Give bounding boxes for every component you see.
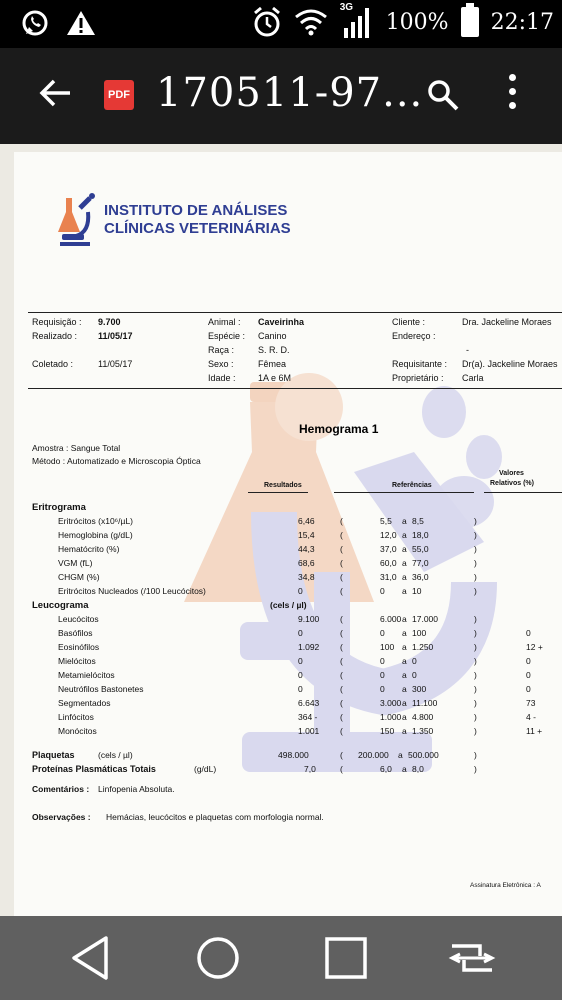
plaquetas-max: 500.000 [408, 750, 439, 760]
requisitante-value: Dr(a). Jackeline Moraes [462, 359, 558, 369]
relative-value: 0 [526, 684, 531, 694]
pdf-page [14, 152, 562, 916]
test-name: Eritrócitos Nucleados (/100 Leucócitos) [58, 586, 206, 596]
raca-value: S. R. D. [258, 345, 290, 355]
ref-min: 37,0 [380, 544, 397, 554]
amostra-text: Amostra : Sangue Total [32, 443, 121, 453]
ref-max: 0 [412, 656, 417, 666]
bracket: ) [474, 698, 477, 708]
bracket: ) [474, 656, 477, 666]
relative-value: 0 [526, 656, 531, 666]
test-result: 364 - [298, 712, 318, 722]
ref-min: 0 [380, 670, 385, 680]
alarm-icon [252, 6, 282, 38]
bracket: a [402, 614, 407, 624]
ref-min: 5,5 [380, 516, 392, 526]
nav-recents-button[interactable] [322, 934, 370, 987]
bracket: ) [474, 628, 477, 638]
arrow-back-icon [38, 78, 72, 108]
cliente-label: Cliente : [392, 317, 426, 327]
endereco-label: Endereço : [392, 331, 436, 341]
ref-min: 0 [380, 656, 385, 666]
metodo-text: Método : Automatizado e Microscopia Óptica [32, 456, 201, 466]
proteinas-result: 7,0 [304, 764, 316, 774]
bracket: a [402, 558, 407, 568]
navigation-bar [0, 916, 562, 1000]
bracket: ( [340, 530, 343, 540]
col-rule-3 [484, 492, 562, 493]
test-result: 0 [298, 670, 303, 680]
bracket: ) [474, 572, 477, 582]
logo-line-1: INSTITUTO DE ANÁLISES [104, 202, 288, 219]
idade-label: Idade : [208, 373, 236, 383]
nav-home-button[interactable] [194, 934, 242, 987]
institute-logo [56, 192, 291, 248]
bracket: ( [340, 558, 343, 568]
test-name: Linfócitos [58, 712, 94, 722]
clock: 22:17 [490, 9, 554, 35]
search-icon [426, 78, 460, 112]
ref-max: 1.350 [412, 726, 434, 736]
ref-max: 55,0 [412, 544, 429, 554]
bracket: ) [474, 670, 477, 680]
test-result: 0 [298, 586, 303, 596]
req-value: 9.700 [98, 317, 121, 327]
report-title: Hemograma 1 [299, 422, 379, 436]
relative-value: 4 - [526, 712, 536, 722]
col-rule-1 [248, 492, 308, 493]
status-bar [0, 0, 562, 48]
nav-switch-button[interactable] [446, 934, 498, 987]
bracket: a [402, 642, 407, 652]
endereco-value: - [466, 345, 469, 355]
bracket: a [402, 684, 407, 694]
bracket: ( [340, 642, 343, 652]
bracket: ( [340, 698, 343, 708]
table-row [28, 670, 562, 684]
bracket: ( [340, 572, 343, 582]
idade-value: 1A e 6M [258, 373, 292, 383]
observacoes-label: Observações : [32, 812, 91, 822]
table-row [28, 712, 562, 726]
proteinas-name: Proteínas Plasmáticas Totais [32, 764, 156, 774]
bracket: a [402, 656, 407, 666]
test-name: Basófilos [58, 628, 93, 638]
bracket: ) [474, 558, 477, 568]
proprietario-label: Proprietário : [392, 373, 444, 383]
proteinas-unit: (g/dL) [194, 764, 217, 774]
ref-max: 17.000 [412, 614, 438, 624]
table-row [28, 628, 562, 642]
comentarios-text: Linfopenia Absoluta. [98, 784, 175, 794]
test-result: 9.100 [298, 614, 320, 624]
bracket: ( [340, 670, 343, 680]
ref-min: 0 [380, 628, 385, 638]
pdf-badge-label: PDF [108, 89, 130, 101]
test-name: Eosinófilos [58, 642, 100, 652]
flask-microscope-logo-icon [56, 192, 96, 248]
bracket: a [402, 530, 407, 540]
bracket: a [402, 544, 407, 554]
test-result: 15,4 [298, 530, 315, 540]
ref-max: 1.250 [412, 642, 434, 652]
test-name: Leucócitos [58, 614, 99, 624]
test-result: 0 [298, 684, 303, 694]
cell-signal-icon [339, 2, 374, 38]
pdf-file-icon [104, 80, 134, 110]
test-result: 6.643 [298, 698, 320, 708]
cliente-value: Dra. Jackeline Moraes [462, 317, 552, 327]
ref-min: 150 [380, 726, 395, 736]
comentarios-label: Comentários : [32, 784, 90, 794]
search-button[interactable] [426, 78, 460, 117]
bracket: ) [474, 614, 477, 624]
ref-max: 36,0 [412, 572, 429, 582]
bracket: a [402, 712, 407, 722]
test-name: Metamielócitos [58, 670, 115, 680]
ref-min: 31,0 [380, 572, 397, 582]
nav-back-button[interactable] [68, 934, 112, 987]
test-name: Monócitos [58, 726, 97, 736]
table-row [28, 684, 562, 698]
square-recents-icon [322, 934, 370, 982]
ref-max: 300 [412, 684, 427, 694]
proteinas-row: Proteínas Plasmáticas Totais (g/dL) 7,0 ( 6,0 a 8,0 ) [32, 764, 477, 774]
bracket: ( [340, 516, 343, 526]
test-name: Segmentados [58, 698, 111, 708]
especie-value: Canino [258, 331, 287, 341]
ref-min: 0 [380, 684, 385, 694]
coletado-label: Coletado : [32, 359, 74, 369]
battery-percent: 100% [385, 9, 449, 35]
network-type-label: 3G [339, 2, 354, 13]
bracket: ) [474, 726, 477, 736]
plaquetas-unit: (cels / µl) [98, 750, 133, 760]
sexo-value: Fêmea [258, 359, 287, 369]
table-row [28, 642, 562, 656]
test-result: 68,6 [298, 558, 315, 568]
plaquetas-row: Plaquetas (cels / µl) 498.000 ( 200.000 a 500.000 ) [32, 750, 477, 760]
table-row [28, 544, 562, 558]
test-name: Hematócrito (%) [58, 544, 120, 554]
table-row [28, 530, 562, 544]
circle-home-icon [194, 934, 242, 982]
logo-line-2: CLÍNICAS VETERINÁRIAS [104, 220, 291, 237]
bracket: ) [474, 530, 477, 540]
test-result: 0 [298, 628, 303, 638]
relative-value: 11 + [526, 726, 543, 736]
animal-label: Animal : [208, 317, 241, 327]
especie-label: Espécie : [208, 331, 246, 341]
bracket: ( [340, 656, 343, 666]
animal-value: Caveirinha [258, 317, 305, 327]
proteinas-max: 8,0 [412, 764, 424, 774]
bracket: ) [474, 712, 477, 722]
sexo-label: Sexo : [208, 359, 234, 369]
leucograma-heading: Leucograma [32, 600, 89, 611]
ref-min: 0 [380, 586, 385, 596]
col-referencias: Referências [392, 482, 432, 489]
relative-value: 0 [526, 670, 531, 680]
eritrograma-heading: Eritrograma [32, 502, 86, 513]
col-resultados: Resultados [264, 482, 302, 489]
test-result: 0 [298, 656, 303, 666]
table-row [28, 558, 562, 572]
realizado-value: 11/05/17 [98, 331, 133, 341]
ref-max: 4.800 [412, 712, 434, 722]
bracket: ) [474, 544, 477, 554]
col-valores: Valores [499, 470, 524, 477]
screen-switch-icon [446, 934, 498, 982]
coletado-value: 11/05/17 [98, 359, 133, 369]
test-result: 44,3 [298, 544, 315, 554]
bracket: a [402, 572, 407, 582]
ref-max: 18,0 [412, 530, 429, 540]
bracket: ( [340, 586, 343, 596]
ref-min: 3.000 [380, 698, 402, 708]
bracket: a [402, 516, 407, 526]
col-rule-2 [334, 492, 474, 493]
ref-max: 77,0 [412, 558, 429, 568]
bracket: a [402, 586, 407, 596]
table-row [28, 698, 562, 712]
leucograma-unit: (cels / µl) [270, 600, 307, 610]
test-name: Hemoglobina (g/dL) [58, 530, 133, 540]
ref-max: 0 [412, 670, 417, 680]
raca-label: Raça : [208, 345, 235, 355]
relative-value: 73 [526, 698, 536, 708]
warning-icon [66, 9, 96, 37]
proprietario-value: Carla [462, 373, 484, 383]
bracket: a [402, 698, 407, 708]
ref-min: 60,0 [380, 558, 397, 568]
test-name: VGM (fL) [58, 558, 93, 568]
whatsapp-icon [20, 8, 50, 38]
realizado-label: Realizado : [32, 331, 78, 341]
bracket: ( [340, 726, 343, 736]
test-name: Mielócitos [58, 656, 96, 666]
test-result: 34,8 [298, 572, 315, 582]
signature-text: Assinatura Eletrônica : A [470, 882, 541, 889]
bracket: ) [474, 642, 477, 652]
bracket: ) [474, 516, 477, 526]
bracket: ( [340, 684, 343, 694]
plaquetas-name: Plaquetas [32, 750, 75, 760]
ref-max: 11.100 [412, 698, 438, 708]
ref-min: 1.000 [380, 712, 402, 722]
ref-max: 10 [412, 586, 422, 596]
bracket: ( [340, 614, 343, 624]
table-row [28, 656, 562, 670]
table-row [28, 614, 562, 628]
test-name: CHGM (%) [58, 572, 100, 582]
more-options-button[interactable] [500, 74, 524, 109]
bracket: a [402, 670, 407, 680]
table-row [28, 586, 562, 600]
bracket: ( [340, 712, 343, 722]
ref-min: 6.000 [380, 614, 402, 624]
plaquetas-result: 498.000 [278, 750, 309, 760]
requisitante-label: Requisitante : [392, 359, 448, 369]
relative-value: 12 + [526, 642, 543, 652]
wifi-icon [294, 8, 328, 36]
test-result: 1.092 [298, 642, 320, 652]
bracket: ( [340, 628, 343, 638]
header-top-rule [28, 312, 562, 313]
relative-value: 0 [526, 628, 531, 638]
col-relativos: Relativos (%) [490, 480, 534, 487]
plaquetas-min: 200.000 [358, 750, 389, 760]
ref-max: 8,5 [412, 516, 424, 526]
document-title: 170511-97... [156, 70, 424, 116]
proteinas-min: 6,0 [380, 764, 392, 774]
bracket: a [402, 726, 407, 736]
ref-max: 100 [412, 628, 427, 638]
test-name: Neutrófilos Bastonetes [58, 684, 144, 694]
ref-min: 100 [380, 642, 395, 652]
back-button[interactable] [38, 78, 72, 114]
test-result: 1.001 [298, 726, 320, 736]
header-bottom-rule [28, 388, 562, 389]
pdf-viewer[interactable] [0, 144, 562, 916]
bracket: a [402, 628, 407, 638]
ref-min: 12,0 [380, 530, 397, 540]
more-vert-icon [509, 74, 516, 81]
triangle-back-icon [68, 934, 112, 982]
test-name: Eritrócitos (x10⁶/µL) [58, 516, 133, 526]
bracket: ( [340, 544, 343, 554]
table-row [28, 726, 562, 740]
battery-icon [461, 7, 479, 37]
bracket: ) [474, 684, 477, 694]
test-result: 6,46 [298, 516, 315, 526]
table-row [28, 572, 562, 586]
app-toolbar [0, 48, 562, 144]
observacoes-text: Hemácias, leucócitos e plaquetas com morfologia normal. [106, 812, 324, 822]
bracket: ) [474, 586, 477, 596]
req-label: Requisição : [32, 317, 82, 327]
table-row [28, 516, 562, 530]
